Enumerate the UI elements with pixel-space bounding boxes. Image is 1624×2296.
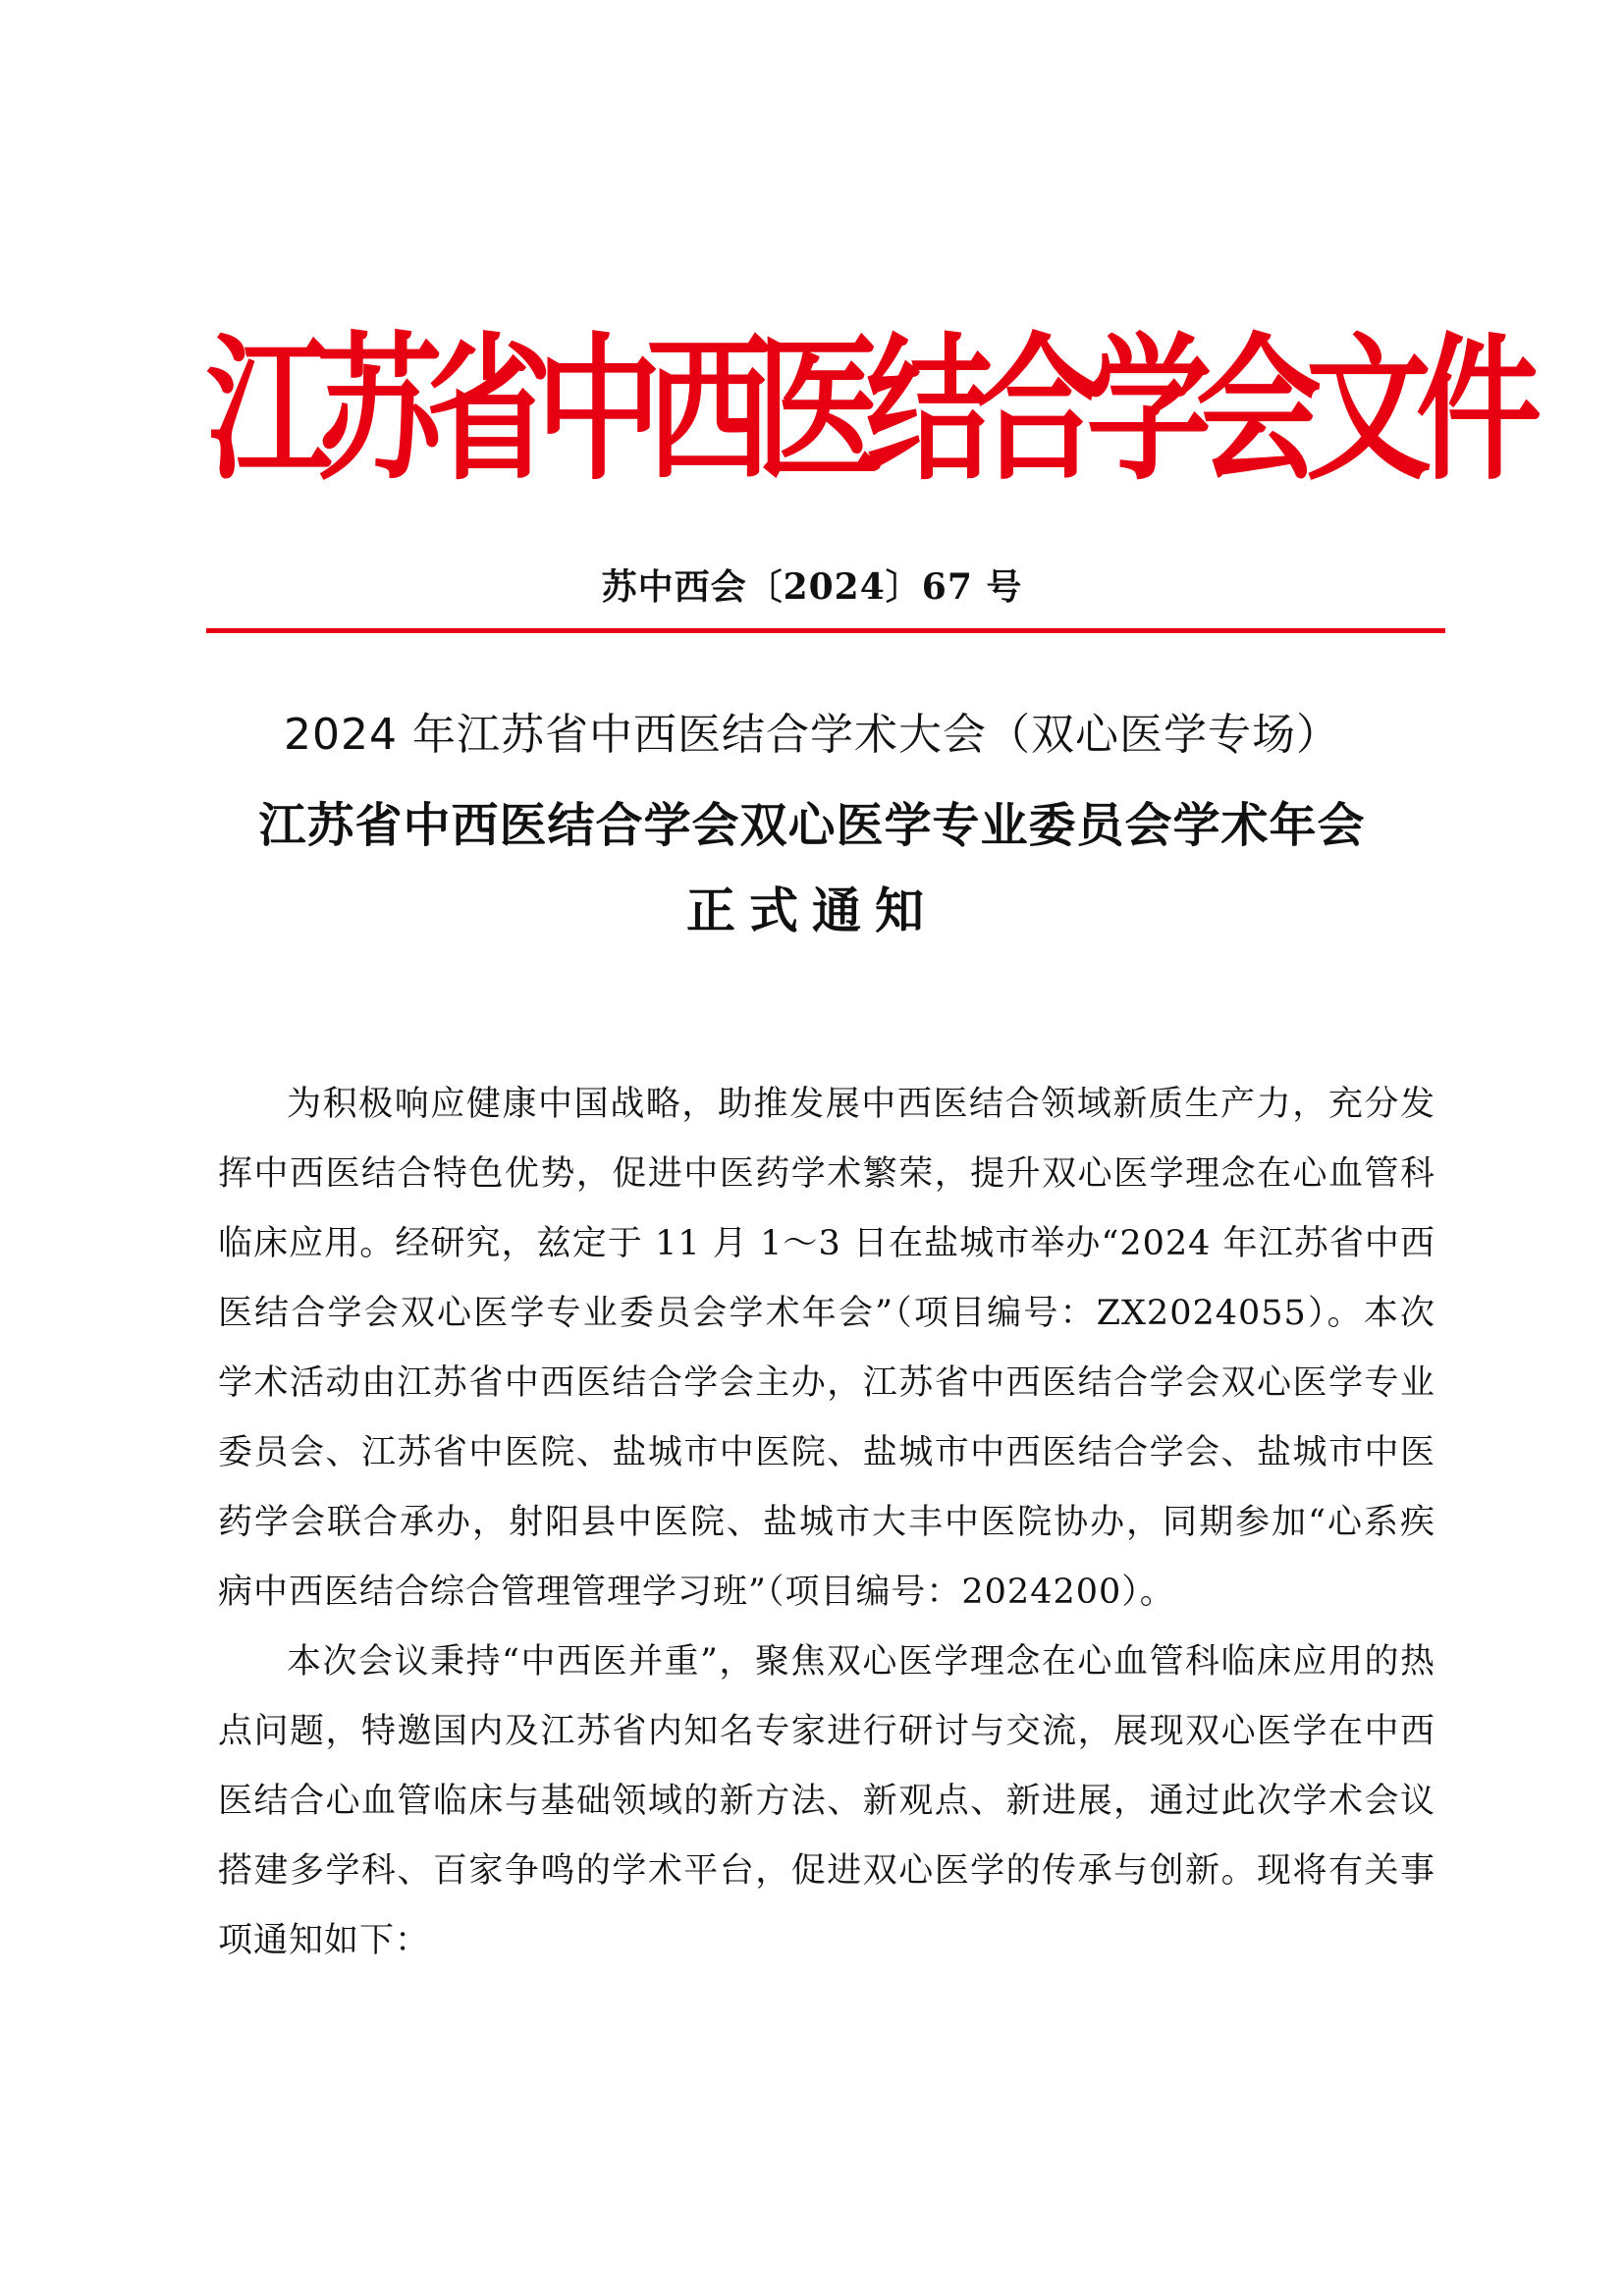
notice-title-line-1: 2024 年江苏省中西医结合学术大会（双心医学专场）	[284, 710, 1340, 760]
red-divider-line	[206, 628, 1445, 633]
body-paragraph-2: 本次会议秉持“中西医并重”，聚焦双心医学理念在心血管科临床应用的热点问题，特邀国内及江苏省内知名专家进行研讨与交流，展现双心医学在中西医结合心血管临床与基础领域的新方法、新观点、新进展，通过此次学术会议搭建多学科、百家争鸣的学术平台，促进双心医学的传承与创新。现将有关事项通知如下：	[218, 1642, 1435, 1960]
notice-body	[218, 1070, 1435, 1976]
masthead-title: 江苏省中西医结合学会文件	[206, 318, 1527, 503]
notice-title-line-2: 江苏省中西医结合学会双心医学专业委员会学术年会	[258, 798, 1366, 853]
body-paragraph-1: 为积极响应健康中国战略，助推发展中西医结合领域新质生产力，充分发挥中西医结合特色优势，促进中医药学术繁荣，提升双心医学理念在心血管科临床应用。经研究，兹定于 11 月 1～3 日在盐城市举办“2024 年江苏省中西医结合学会双心医学专业委员会学术年会”（项目编号：ZX2024055）。本次学术活动由江苏省中西医结合学会主办，江苏省中西医结合学会双心医学专业委员会、江苏省中医院、盐城市中医院、盐城市中西医结合学会、盐城市中医药学会联合承办，射阳县中医院、盐城市大丰中医院协办，同期参加“心系疾病中西医结合综合管理管理学习班”（项目编号：2024200）。	[218, 1085, 1435, 1612]
notice-title-line-3: 正式通知	[686, 881, 938, 939]
document-number: 苏中西会〔2024〕67 号	[601, 566, 1023, 608]
